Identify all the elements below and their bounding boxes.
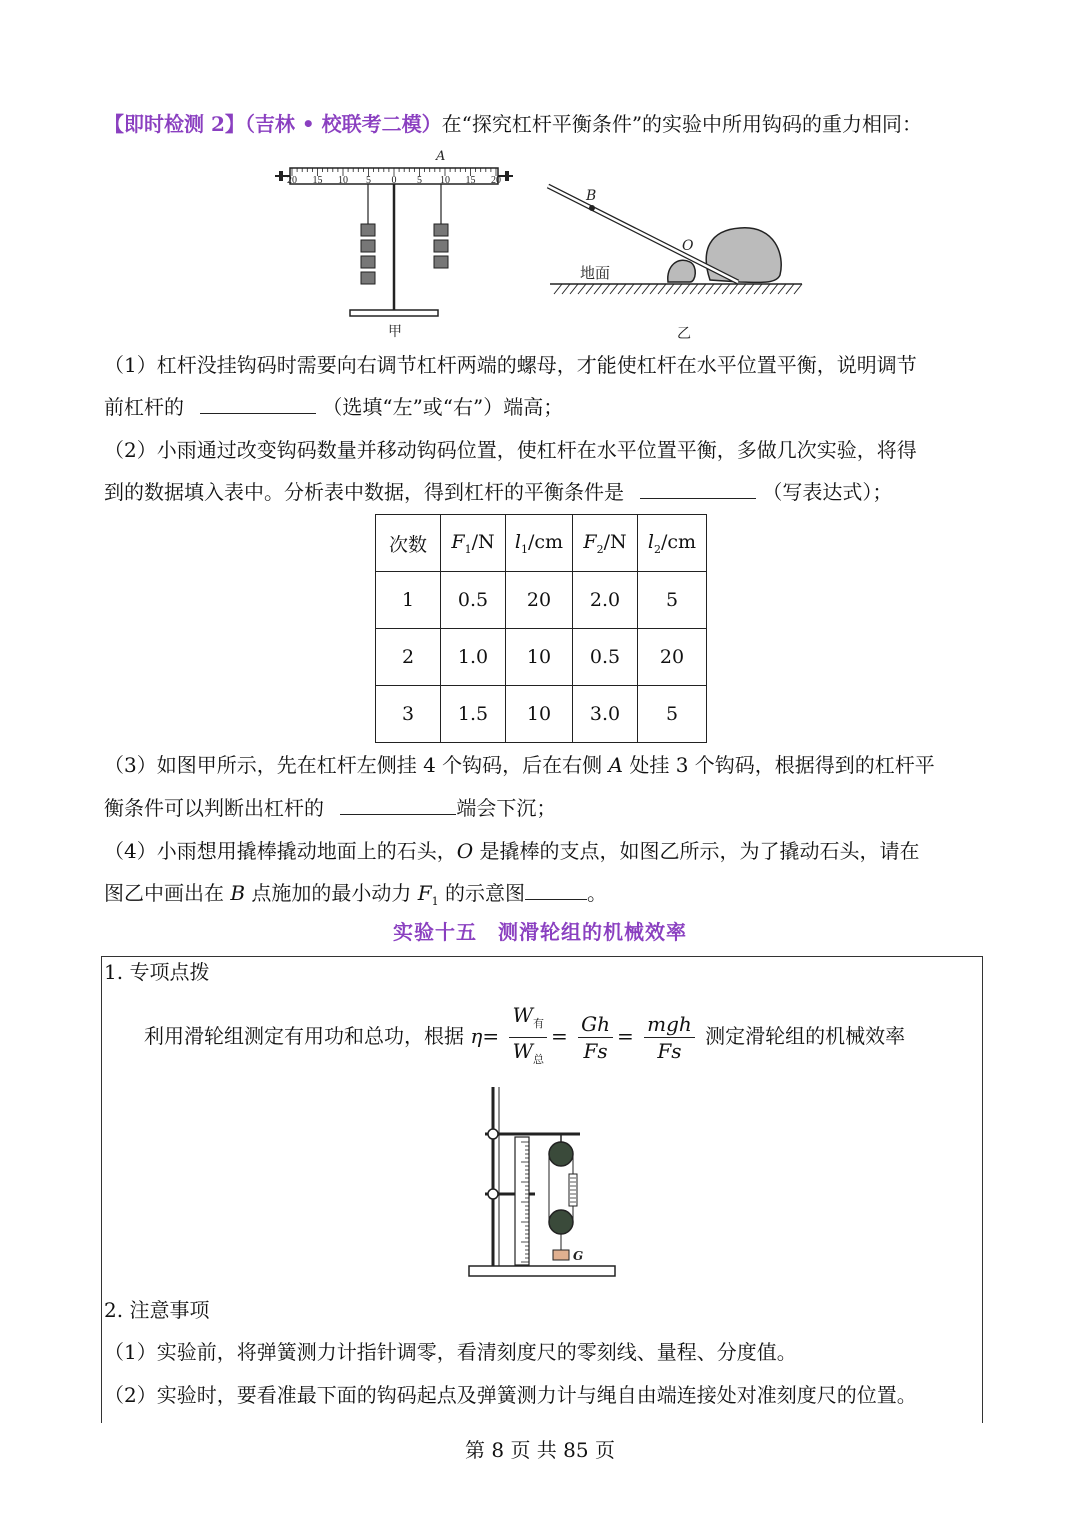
question-4-line-2: 图乙中画出在 B 点施加的最小动力 $F_1$ 的示意图 。 xyxy=(104,881,608,908)
ruler-tick-label: 5 xyxy=(417,175,422,186)
problem-tag: 【即时检测 2】 xyxy=(104,112,245,136)
point-a-label: A xyxy=(436,149,446,164)
left-nut xyxy=(279,171,283,181)
point-o-label: O xyxy=(682,238,694,254)
answer-blank-1[interactable] xyxy=(200,393,316,414)
problem-header xyxy=(104,110,922,138)
ruler-tick-label: 0 xyxy=(391,175,397,186)
problem-source: （吉林 • 校联考二模） xyxy=(244,112,442,136)
weight-label: G xyxy=(573,1249,584,1263)
ruler-tick-label: 5 xyxy=(366,175,371,186)
table-row: 2 1.0 10 0.5 20 xyxy=(376,629,707,686)
question-3-line-2: 衡条件可以判断出杠杆的 端会下沉； xyxy=(104,796,557,820)
problem-intro: 在“探究杠杆平衡条件”的实验中所用钩码的重力相同： xyxy=(441,112,923,136)
question-4-line-1: （4）小雨想用撬棒撬动地面上的石头，O 是撬棒的支点，如图乙所示，为了撬动石头，请在 xyxy=(104,839,920,863)
ruler-tick-label: 15 xyxy=(312,175,323,186)
answer-blank-4[interactable] xyxy=(525,879,587,900)
table-header-row xyxy=(376,515,707,572)
answer-blank-3[interactable] xyxy=(340,794,456,815)
question-1-line-1: （1）杠杆没挂钩码时需要向右调节杠杆两端的螺母，才能使杠杆在水平位置平衡，说明调节 xyxy=(104,353,917,377)
right-weights xyxy=(434,224,448,268)
ground-label: 地面 xyxy=(580,264,611,282)
question-3-line-1: （3）如图甲所示，先在杠杆左侧挂 4 个钩码，后在右侧 A 处挂 3 个钩码，根据得到的杠杆平 xyxy=(104,753,935,777)
box-item-2-heading: 2. 注意事项 xyxy=(104,1298,210,1322)
fig-yi-label: 乙 xyxy=(677,326,691,342)
question-1-line-2: 前杠杆的 （选填“左”或“右”）端高； xyxy=(104,395,564,419)
weight-block xyxy=(553,1250,569,1260)
answer-blank-2[interactable] xyxy=(640,478,756,499)
fulcrum-stone xyxy=(668,260,695,282)
right-nut xyxy=(505,171,509,181)
note-1: （1）实验前，将弹簧测力计指针调零，看清刻度尺的零刻线、量程、分度值。 xyxy=(104,1340,797,1364)
ruler-tick-label: 10 xyxy=(440,175,450,186)
fixed-pulley xyxy=(549,1142,573,1166)
point-b-label: B xyxy=(586,188,597,204)
crowbar xyxy=(548,186,738,282)
table-row: 1 0.5 20 2.0 5 xyxy=(376,572,707,629)
section-title: 实验十五 测滑轮组的机械效率 xyxy=(393,920,687,944)
question-2-line-2: 到的数据填入表中。分析表中数据，得到杠杆的平衡条件是 （写表达式）； xyxy=(104,480,893,504)
question-2-line-1: （2）小雨通过改变钩码数量并移动钩码位置，使杠杆在水平位置平衡，多做几次实验，将得 xyxy=(104,438,917,462)
pulley-apparatus-figure xyxy=(465,1082,620,1282)
movable-pulley xyxy=(549,1210,573,1234)
table-header-cell: $F_1/N$ xyxy=(441,515,506,572)
apparatus-base xyxy=(469,1266,615,1276)
table-header-cell: $l_2/cm$ xyxy=(638,515,707,572)
table-row: 3 1.5 10 3.0 5 xyxy=(376,686,707,743)
ruler-tick-label: 15 xyxy=(465,175,476,186)
note-2: （2）实验时，要看准最下面的钩码起点及弹簧测力计与绳自由端连接处对准刻度尺的位置。 xyxy=(104,1383,917,1407)
page-footer: 第 8 页 共 85 页 xyxy=(465,1438,615,1462)
fig-jia-label: 甲 xyxy=(388,324,402,340)
stand-base xyxy=(350,310,438,316)
table-header-cell: $F_2/N$ xyxy=(573,515,638,572)
box-item-1-heading: 1. 专项点拨 xyxy=(104,960,210,984)
efficiency-formula: 利用滑轮组测定有用功和总功，根据 η= $\frac{W_有}{W_总}$ = $\frac{Gh}{Fs}$ = $\frac{\text{mgh}}{Fs}$ 测定滑轮组的机械效率 xyxy=(144,1003,906,1066)
left-weights xyxy=(361,224,375,284)
ruler-tick-label: 20 xyxy=(287,175,297,186)
ruler-tick-label: 20 xyxy=(491,175,501,186)
data-table xyxy=(375,514,707,743)
ruler-tick-label: 10 xyxy=(338,175,348,186)
lever-figure-jia xyxy=(270,140,520,345)
table-header-cell: 次数 xyxy=(376,515,441,572)
table-header-cell: $l_1/cm$ xyxy=(506,515,573,572)
crowbar-figure-yi xyxy=(540,170,810,345)
